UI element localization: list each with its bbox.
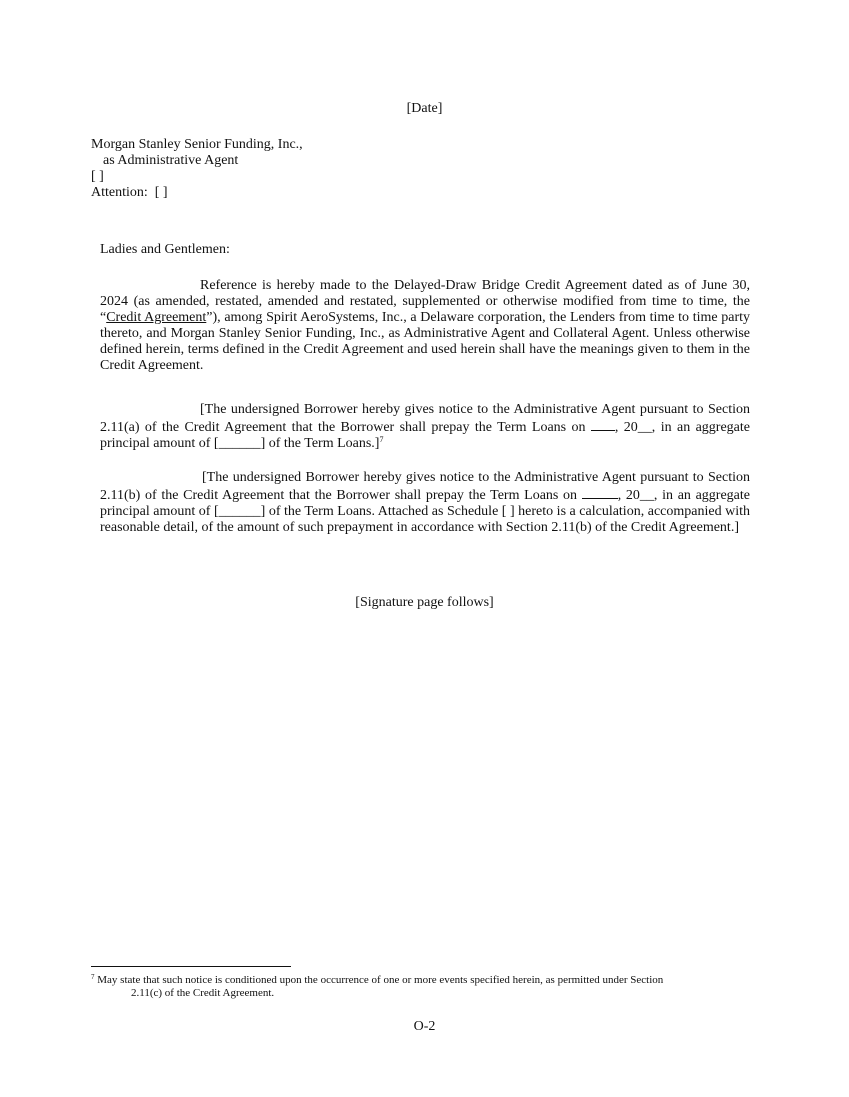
- footnote-7: [91, 974, 751, 1000]
- footnote-ref-7: 7: [379, 435, 384, 444]
- addressee-name: Morgan Stanley Senior Funding, Inc.,: [91, 137, 303, 152]
- reference-paragraph-text-2: ”), among Spirit AeroSystems, Inc., a Delaware corporation, the Lenders from time to time party thereto, and Morgan Stanley Senior Funding, Inc., as Administrative Agent and Collateral Agent. Unless otherwise defined herein, terms defined in the Credit Agreement and used herein shall have the meanings given to them in the Credit Agreement.: [100, 310, 750, 373]
- addressee-address: [ ]: [91, 169, 104, 184]
- addressee-role: as Administrative Agent: [103, 153, 239, 168]
- prepayment-2-11b-text-1: [The undersigned Borrower hereby gives notice to the Administrative Agent pursuant to Section 2.11(b) of the Credit Agreement that the Borrower shall prepay the Term Loans on: [100, 470, 750, 503]
- prepayment-notice-2-11b-paragraph: [100, 470, 750, 536]
- page-number: O-2: [413, 1019, 436, 1034]
- footnote-text-line2: 2.11(c) of the Credit Agreement.: [131, 987, 275, 999]
- footnote-text-line1: May state that such notice is conditioned upon the occurrence of one or more events specified herein, as permitted under Section: [94, 974, 664, 986]
- prepayment-notice-2-11a-paragraph: [100, 402, 750, 452]
- footnote-marker: 7: [91, 973, 95, 981]
- salutation: Ladies and Gentlemen:: [100, 242, 230, 257]
- addressee-block: [91, 137, 491, 201]
- reference-paragraph-text-1: Reference is hereby made to the Delayed-Draw Bridge Credit Agreement dated as of June 30, 2024 (as amended, restated, amended and restated, supplemented or otherwise modified from time to time, the “: [100, 278, 750, 325]
- prepayment-date-blank: [591, 418, 615, 431]
- prepayment-date-blank: [582, 486, 618, 499]
- date-placeholder: [Date]: [406, 101, 443, 116]
- prepayment-2-11b-text-2: , 20__, in an aggregate principal amount of [______] of the Term Loans. Attached as Schedule [ ] hereto is a calculation, accompanied with reasonable detail, of the amount of such prepayment in accordance with Section 2.11(b) of the Credit Agreement.]: [100, 488, 750, 535]
- prepayment-2-11a-text-2: , 20__, in an aggregate principal amount of [______] of the Term Loans.]: [100, 420, 750, 451]
- addressee-attention: Attention: [ ]: [91, 185, 168, 200]
- prepayment-2-11a-text-1: [The undersigned Borrower hereby gives notice to the Administrative Agent pursuant to Section 2.11(a) of the Credit Agreement that the Borrower shall prepay the Term Loans on: [100, 402, 750, 435]
- credit-agreement-defined-term: Credit Agreement: [106, 310, 207, 325]
- signature-page-note: [Signature page follows]: [355, 595, 494, 610]
- reference-paragraph: [100, 278, 750, 374]
- footnote-separator: [91, 966, 291, 967]
